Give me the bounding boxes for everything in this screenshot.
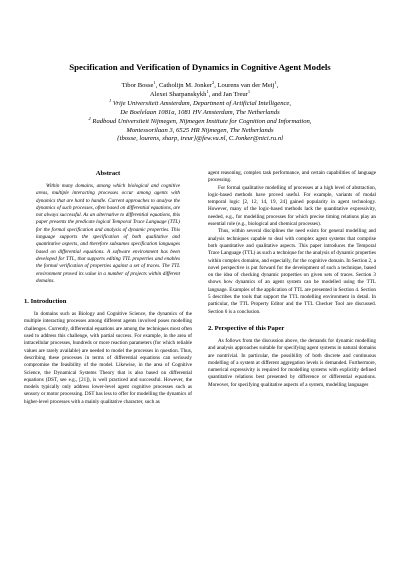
paper-title: Specification and Verification of Dynamics in Cognitive Agent Models — [69, 62, 331, 72]
abstract-heading: Abstract — [95, 170, 121, 177]
left-column — [24, 170, 192, 406]
authors-line-2: Alexei Sharpanskykh$^1$, and Jan Treur$^1$ — [149, 88, 251, 98]
right-paragraph-3: Thus, within several disciplines the need exists for general modelling and analysis techniques capable to deal with complex agent systems that comprise both quantitative and qualitative aspects. This paper introduces the Temporal Trace Language (TTL) as such a technique for the analysis of dynamic properties within complex domains, and especially, for the cognitive domain. In Section 2, a novel perspective is put forward for the development of such a technique, based on the idea of checking dynamic properties on given sets of traces. Section 3 shows how dynamics of an agent system can be modelled using the TTL language. Examples of the application of TTL are presented in Section 4. Section 5 describes the tools that support the TTL modelling environment in detail. In particular, the TTL Property Editor and the TTL Checker Tool are discussed. Section 6 is a conclusion. — [208, 228, 376, 315]
affiliation-2-address: Montessorilaan 3, 6525 HR Nijmegen, The Netherlands — [126, 126, 274, 134]
right-paragraph-1: agent reasoning, complex task performance, and certain capabilities of language processing. — [208, 170, 376, 184]
author-block — [40, 82, 360, 144]
right-column — [208, 170, 376, 389]
section-2-heading: 2. Perspective of this Paper — [208, 324, 285, 332]
affiliation-1-address: De Boelelaan 1081a, 1081 HV Amsterdam, The Netherlands — [120, 108, 280, 116]
affiliation-2: $^2$ Radboud Universiteit Nijmegen, Nijmegen Institute for Cognition and Information, — [88, 115, 312, 125]
authors-line-1: Tibor Bosse$^1$, Catholijn M. Jonker$^2$, Lourens van der Meij$^1$, — [121, 80, 279, 89]
right-paragraph-4: As follows from the discussion above, the demands for dynamic modelling and analysis approaches suitable for specifying agent systems in natural domains are nontrivial. In particular, the possibility of both discrete and continuous modelling of a system at different aggregation levels is demanded. Furthermore, numerical expressivity is required for modelling systems with explicitly defined quantitative relations best presented by difference or differential equations. Moreover, for specifying qualitative aspects of a system, modelling languages — [208, 337, 376, 388]
intro-heading: 1. Introduction — [24, 298, 67, 306]
intro-paragraph: In domains such as Biology and Cognitive Science, the dynamics of the multiple interacting processes among different agents involved poses modelling challenges. Currently, differential equations are among the techniques most often used to address this challenge, with partial success. For example, in the area of intracellular processes, hundreds or more reaction parameters (for which reliable values are rarely available) are needed to model the processes in question. Thus, describing these processes in terms of differential equations can seriously compromise the feasibility of the model. Likewise, in the area of Cognitive Science, the Dynamical Systems Theory that is also based on differential equations (DST, see e.g., [21]), is well practiced and successful. However, the models typically only address lower-level agent cognitive processes such as sensory or motor processing. DST has less to offer for modelling the dynamics of higher-level processes with a mainly qualitative character, such as — [24, 311, 192, 405]
right-paragraph-2: For formal qualitative modelling of processes at a high level of abstraction, logic-based methods have proved useful. For example, variants of modal temporal logic [2, 12, 14, 19, 24] gained popularity in agent technology. However, many of the logic-based methods lack the quantitative expressivity, needed, e.g., for modelling processes for which precise timing relations play an essential role (e.g., biological and chemical processes). — [208, 184, 376, 228]
author-emails: {tbosse, lourens, sharp, treur}@few.vu.nl, C.Jonker@nici.ru.nl — [116, 135, 284, 143]
affiliation-1: $^1$ Vrije Universiteit Amsterdam, Department of Artificial Intelligence, — [108, 97, 292, 107]
abstract-text: Within many domains, among which biological and cognitive areas, multiple interacting processes occur among agents with dynamics that are hard to handle. Current approaches to analyse the dynamics of such processes, often based on differential equations, are not always successful. As an alternative to differential equations, this paper presents the predicate logical Temporal Trace Language (TTL) for the formal specification and analysis of dynamic properties. This language supports the specification of both qualitative and quantitative aspects, and therefore subsumes specification languages based on differential equations. A software environment has been developed for TTL, that supports editing TTL properties and enables the formal verification of properties against a set of traces. The TTL environment proved its value in a number of projects within different domains. — [36, 183, 180, 284]
